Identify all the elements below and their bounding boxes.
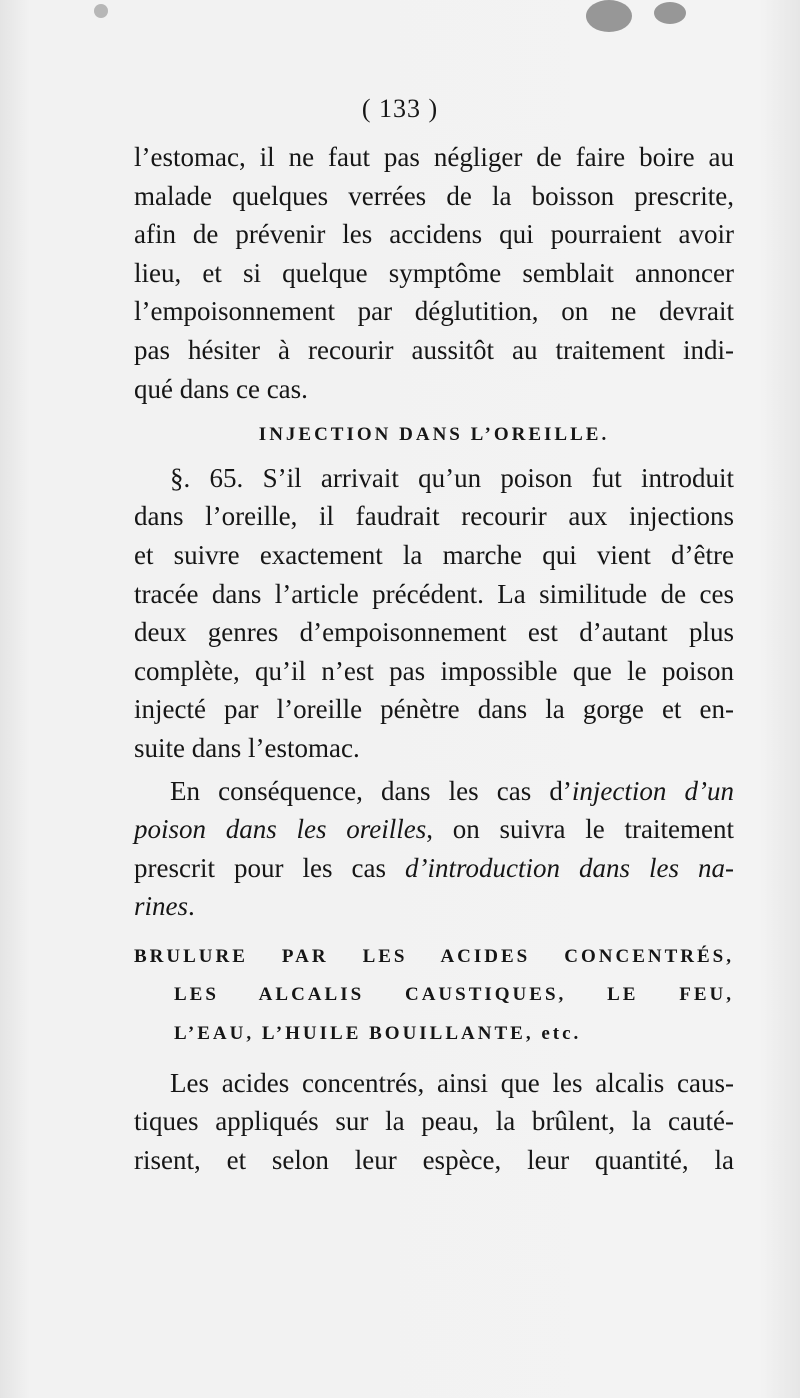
ink-spot [654,2,686,24]
text-line: tracée dans l’article précédent. La similitude de ces [134,578,734,609]
text-line: qué dans ce cas. [134,373,308,404]
text-line: l’empoisonnement par déglutition, on ne devrait [134,296,734,327]
body-text [134,138,734,1179]
text-span: . [188,891,195,922]
page-number: ( 133 ) [361,94,439,123]
text-line [134,849,734,888]
heading-line: LES ALCALIS CAUSTIQUES, LE FEU, [174,984,734,1006]
text-line: deux genres d’empoisonnement est d’autant plus [134,617,734,648]
text-line: pas hésiter à recourir aussitôt au traitement indi- [134,334,734,365]
text-line: §. 65. S’il arrivait qu’un poison fut introduit [170,462,734,493]
paragraph-4 [134,1064,734,1180]
text-line [134,887,734,926]
heading-line: L’EAU, L’HUILE BOUILLANTE, etc. [174,1023,582,1045]
text-span: En conséquence, dans les cas d’ [170,775,572,806]
paragraph-3 [134,772,734,926]
text-line [134,772,734,811]
text-line: afin de prévenir les accidens qui pourraient avoir [134,219,734,250]
ink-spot [94,4,108,18]
text-line [134,810,734,849]
text-span: , on suivra le traitement [426,814,734,845]
text-line: risent, et selon leur espèce, leur quantité, la [134,1144,734,1175]
italic-span: rines [134,891,188,922]
text-line: et suivre exactement la marche qui vient d’être [134,539,734,570]
text-line: tiques appliqués sur la peau, la brûlent, la cauté- [134,1106,734,1137]
text-span: prescrit pour les cas [134,852,405,883]
italic-span: injection d’un [571,775,734,806]
ink-spot [586,0,632,32]
section-heading: INJECTION DANS L’OREILLE. [258,424,610,446]
text-line: l’estomac, il ne faut pas négliger de faire boire au [134,142,734,172]
text-line: malade quelques verrées de la boisson prescrite, [134,180,734,211]
text-line: suite dans l’estomac. [134,732,360,763]
text-line: dans l’oreille, il faudrait recourir aux injections [134,501,734,532]
italic-span: d’introduction dans les na- [404,852,735,883]
italic-span: poison dans les oreilles [134,814,427,845]
text-line: injecté par l’oreille pénètre dans la gorge et en- [134,694,734,725]
section-heading-2 [134,938,734,1054]
heading-line: BRULURE PAR LES ACIDES CONCENTRÉS, [134,945,734,967]
text-line: complète, qu’il n’est pas impossible que le poison [134,655,734,686]
text-line: lieu, et si quelque symptôme semblait annoncer [134,257,734,288]
text-line: Les acides concentrés, ainsi que les alcalis caus- [170,1067,734,1098]
paragraph-1 [134,138,734,408]
paragraph-2 [134,459,734,768]
